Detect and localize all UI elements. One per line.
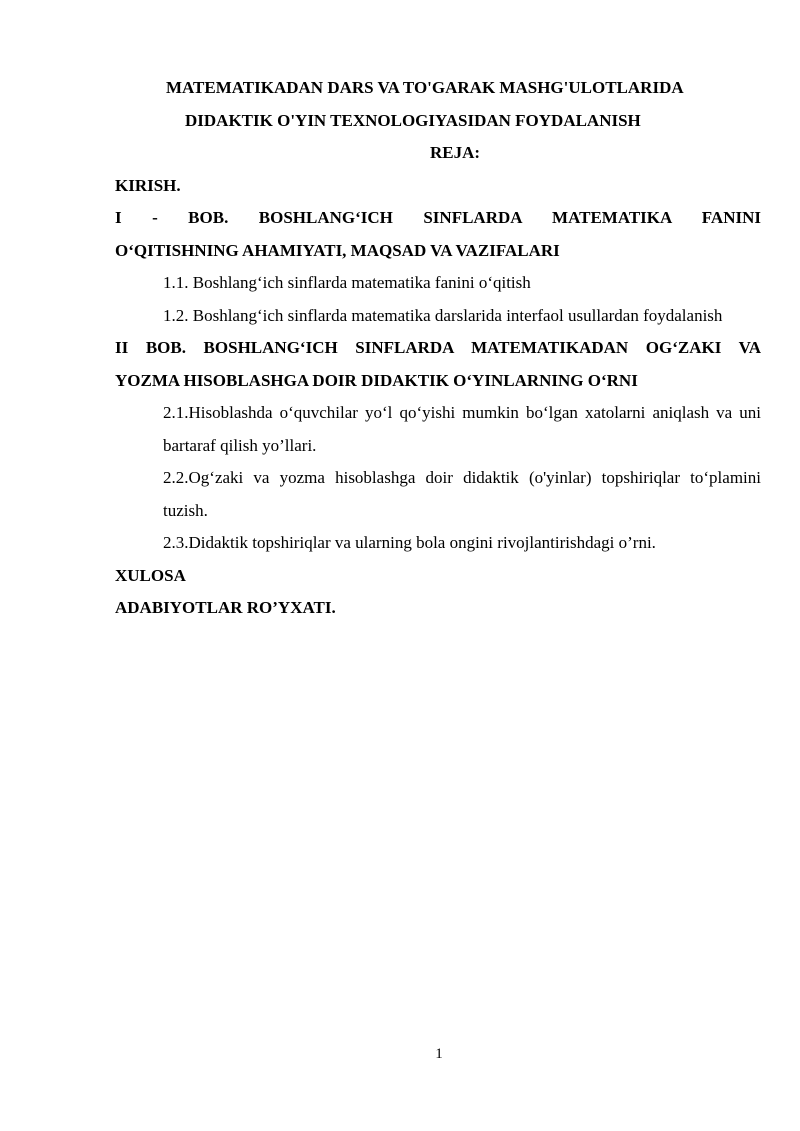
- document-title-line-2: DIDAKTIK O'YIN TEXNOLOGIYASIDAN FOYDALANISH: [185, 110, 641, 130]
- intro-heading: KIRISH.: [115, 175, 181, 195]
- document-title-line-1: MATEMATIKADAN DARS VA TO'GARAK MASHG'ULOTLARIDA: [166, 78, 684, 97]
- references-heading: ADABIYOTLAR RO’YXATI.: [115, 598, 336, 617]
- chapter-2-item: 2.1.Hisoblashda o‘quvchilar yo‘l qo‘yishi mumkin bo‘lgan xatolarni aniqlash va uni bartaraf qilish yo’llari.: [163, 403, 761, 455]
- chapter-2-heading-line-2: YOZMA HISOBLASHGA DOIR DIDAKTIK O‘YINLARNING O‘RNI: [115, 370, 638, 390]
- page-number: 1: [435, 1046, 443, 1062]
- plan-heading: REJA:: [430, 143, 481, 162]
- chapter-2-heading: [115, 332, 761, 397]
- chapter-2-item: 2.2.Og‘zaki va yozma hisoblashga doir didaktik (o'yinlar) topshiriqlar to‘plamini tuzish.: [163, 468, 761, 520]
- document-content: [115, 72, 761, 625]
- chapter-1-heading-line-1: I - BOB. BOSHLANG‘ICH SINFLARDA MATEMATIKA FANINI: [115, 208, 761, 227]
- chapter-2-item: 2.3.Didaktik topshiriqlar va ularning bola ongini rivojlantirishdagi o’rni.: [163, 533, 656, 552]
- conclusion-heading: XULOSA: [115, 565, 186, 585]
- chapter-1-heading-line-2: O‘QITISHNING AHAMIYATI, MAQSAD VA VAZIFALARI: [115, 240, 560, 260]
- chapter-1-item: 1.1. Boshlang‘ich sinflarda matematika fanini o‘qitish: [163, 273, 531, 292]
- chapter-2-heading-line-1: II BOB. BOSHLANG‘ICH SINFLARDA MATEMATIKADAN OG‘ZAKI VA: [115, 338, 761, 357]
- chapter-1-heading: [115, 202, 761, 267]
- chapter-1-item: 1.2. Boshlang‘ich sinflarda matematika darslarida interfaol usullardan foydalanish: [163, 305, 723, 325]
